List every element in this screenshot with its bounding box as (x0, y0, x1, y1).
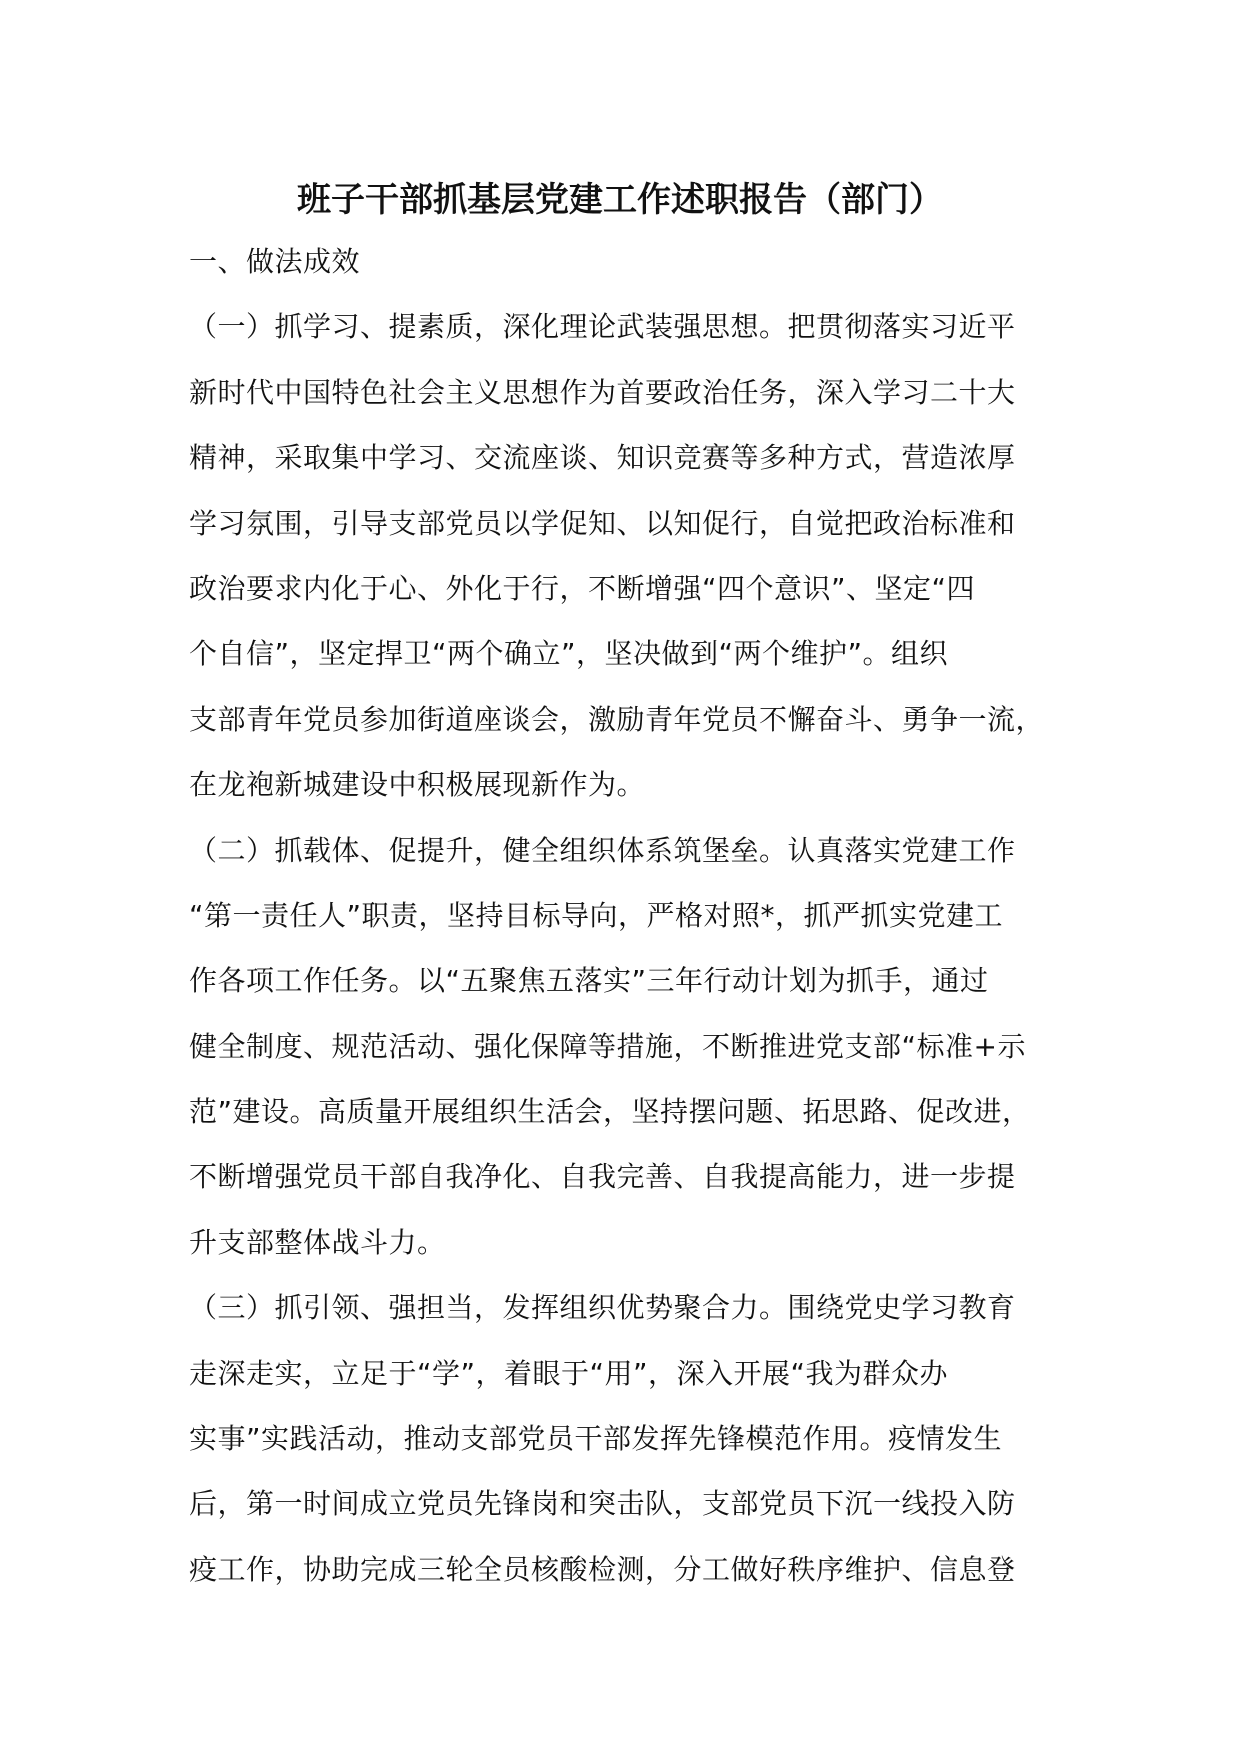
body-text-line: 支部青年党员参加街道座谈会，激励青年党员不懈奋斗、勇争一流， (189, 702, 1045, 736)
body-text-line: （一）抓学习、提素质，深化理论武装强思想。把贯彻落实习近平 (189, 310, 1016, 344)
body-text-line: 后，第一时间成立党员先锋岗和突击队，支部党员下沉一线投入防 (189, 1487, 1016, 1521)
section-heading: 一、做法成效 (189, 245, 361, 278)
body-text-line: 个自信”，坚定捍卫“两个确立”，坚决做到“两个维护”。组织 (189, 637, 949, 671)
body-text-line: （三）抓引领、强担当，发挥组织优势聚合力。围绕党史学习教育 (189, 1291, 1016, 1325)
body-text-line: 新时代中国特色社会主义思想作为首要政治任务，深入学习二十大 (189, 375, 1016, 409)
body-text-line: 升支部整体战斗力。 (189, 1225, 446, 1259)
body-text-line: （二）抓载体、促提升，健全组织体系筑堡垒。认真落实党建工作 (189, 833, 1016, 867)
document-title: 班子干部抓基层党建工作述职报告（部门） (297, 180, 943, 220)
body-text-line: 健全制度、规范活动、强化保障等措施，不断推进党支部“标准+示 (189, 1029, 1026, 1063)
body-text-line: 疫工作，协助完成三轮全员核酸检测，分工做好秩序维护、信息登 (189, 1552, 1016, 1586)
body-text-line: “第一责任人”职责，坚持目标导向，严格对照*，抓严抓实党建工 (189, 898, 1004, 932)
body-text-line: 学习氛围，引导支部党员以学促知、以知促行，自觉把政治标准和 (189, 506, 1016, 540)
body-text-line: 实事”实践活动，推动支部党员干部发挥先锋模范作用。疫情发生 (189, 1422, 1003, 1456)
body-text-line: 走深走实，立足于“学”，着眼于“用”，深入开展“我为群众办 (189, 1356, 949, 1390)
document-body (189, 229, 1089, 1602)
body-text-line: 作各项工作任务。以“五聚焦五落实”三年行动计划为抓手，通过 (189, 964, 989, 998)
body-text-line: 范”建设。高质量开展组织生活会，坚持摆问题、拓思路、促改进， (189, 1095, 1031, 1129)
body-text-line: 不断增强党员干部自我净化、自我完善、自我提高能力，进一步提 (189, 1160, 1016, 1194)
body-text-line: 精神，采取集中学习、交流座谈、知识竞赛等多种方式，营造浓厚 (189, 441, 1016, 475)
body-text-line: 政治要求内化于心、外化于行，不断增强“四个意识”、坚定“四 (189, 571, 976, 605)
body-text-line: 在龙袍新城建设中积极展现新作为。 (189, 768, 646, 802)
